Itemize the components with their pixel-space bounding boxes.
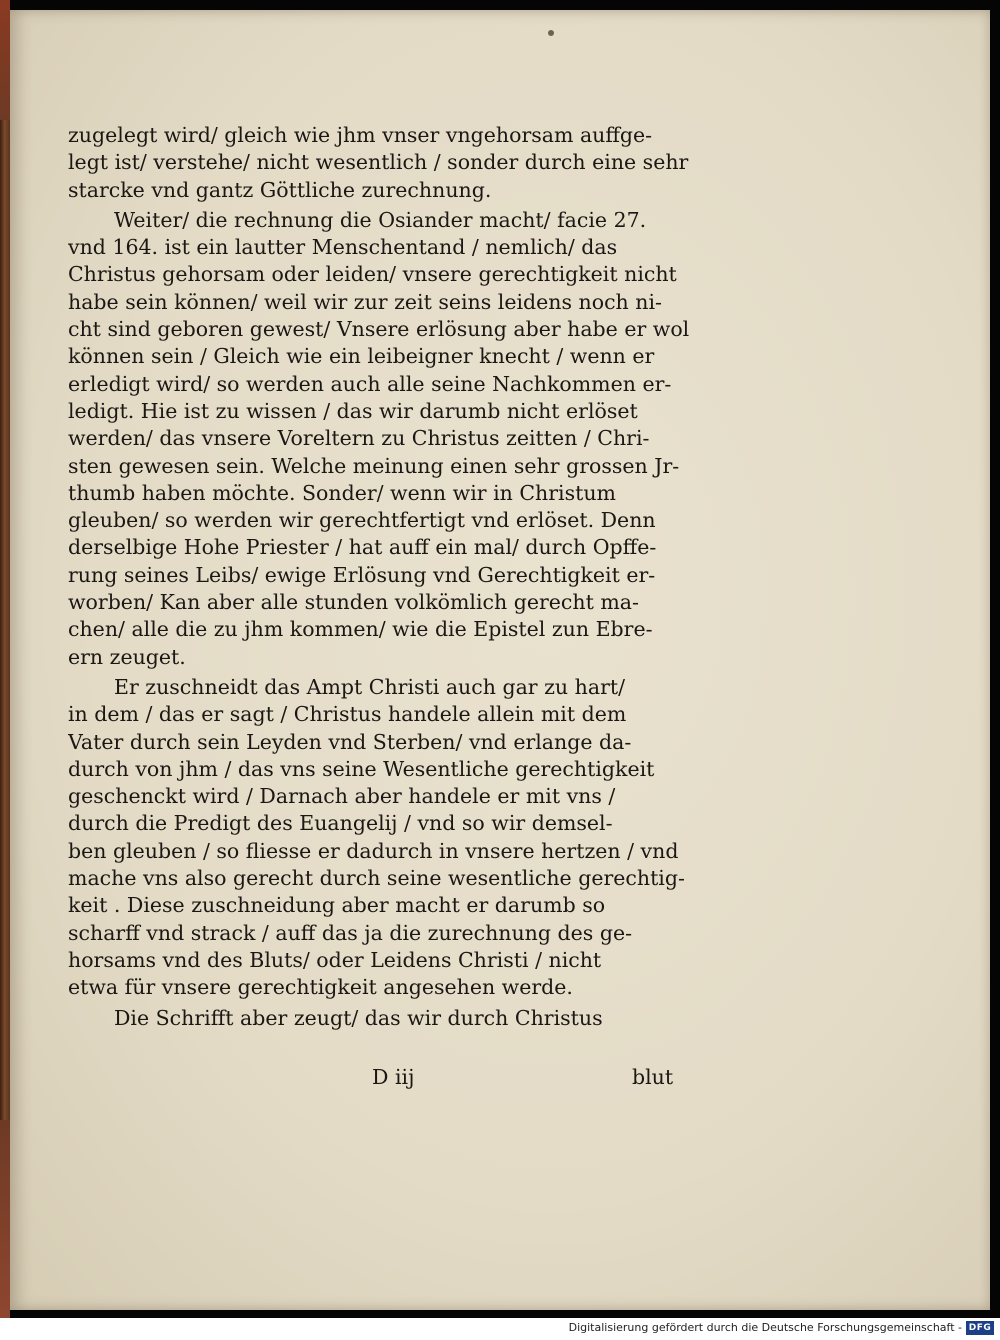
text-line: scharff vnd strack / auff das ja die zurechnung des ge- — [68, 920, 633, 945]
book-page — [10, 10, 990, 1310]
text-line: ledigt. Hie ist zu wissen / das wir darumb nicht erlöset — [68, 398, 638, 423]
text-line: horsams vnd des Bluts/ oder Leidens Christi / nicht — [68, 947, 602, 972]
text-line: derselbige Hohe Priester / hat auff ein mal/ durch Opffe- — [68, 535, 657, 560]
text-line: werden/ das vnsere Voreltern zu Christus zeitten / Chri- — [68, 426, 650, 451]
credit-bar — [0, 1318, 1000, 1340]
spine-bottom-binding — [0, 1120, 10, 1318]
text-line: Die Schrifft aber zeugt/ das wir durch Christus — [114, 1005, 603, 1030]
dfg-logo-icon: DFG — [966, 1321, 994, 1335]
spine-top-binding — [0, 0, 10, 120]
text-line: mache vns also gerecht durch seine wesentliche gerechtig- — [68, 866, 685, 891]
text-line: geschenckt wird / Darnach aber handele er mit vns / — [68, 784, 616, 809]
funding-credit: Digitalisierung gefördert durch die Deutsche Forschungsgemeinschaft - — [568, 1321, 962, 1334]
text-line: Vater durch sein Leyden vnd Sterben/ vnd erlange da- — [68, 729, 632, 754]
text-line: thumb haben möchte. Sonder/ wenn wir in Christum — [68, 480, 616, 505]
page-speck — [548, 30, 554, 36]
text-line: können sein / Gleich wie ein leibeigner knecht / wenn er — [68, 344, 655, 369]
text-line: worben/ Kan aber alle stunden volkömlich gerecht ma- — [68, 590, 639, 615]
text-line: Weiter/ die rechnung die Osiander macht/ facie 27. — [114, 207, 647, 232]
text-line: Christus gehorsam oder leiden/ vnsere gerechtigkeit nicht — [68, 262, 677, 287]
book-spine-edge — [0, 0, 10, 1318]
text-line: gleuben/ so werden wir gerechtfertigt vnd erlöset. Denn — [68, 508, 656, 533]
text-line: durch die Predigt des Euangelij / vnd so wir demsel- — [68, 811, 613, 836]
text-line: ern zeuget. — [68, 644, 186, 669]
text-line: erledigt wird/ so werden auch alle seine Nachkommen er- — [68, 371, 672, 396]
body-text — [68, 122, 704, 1032]
text-line: durch von jhm / das vns seine Wesentliche gerechtigkeit — [68, 756, 655, 781]
signature-mark: D iij — [372, 1065, 415, 1089]
text-line: etwa für vnsere gerechtigkeit angesehen werde. — [68, 975, 573, 1000]
text-line: Er zuschneidt das Ampt Christi auch gar zu hart/ — [114, 674, 626, 699]
text-line: vnd 164. ist ein lautter Menschentand / nemlich/ das — [68, 235, 618, 260]
catchword: blut — [632, 1065, 674, 1089]
text-line: ben gleuben / so fliesse er dadurch in vnsere hertzen / vnd — [68, 838, 679, 863]
text-line: habe sein können/ weil wir zur zeit seins leidens noch ni- — [68, 289, 662, 314]
text-line: rung seines Leibs/ ewige Erlösung vnd Gerechtigkeit er- — [68, 562, 656, 587]
text-line: cht sind geboren gewest/ Vnsere erlösung aber habe er wol — [68, 317, 690, 342]
text-line: legt ist/ verstehe/ nicht wesentlich / sonder durch eine sehr — [68, 150, 689, 175]
text-line: zugelegt wird/ gleich wie jhm vnser vngehorsam auffge- — [68, 123, 653, 147]
text-line: chen/ alle die zu jhm kommen/ wie die Epistel zun Ebre- — [68, 617, 653, 642]
text-line: in dem / das er sagt / Christus handele allein mit dem — [68, 702, 627, 727]
text-line: sten gewesen sein. Welche meinung einen sehr grossen Jr- — [68, 453, 680, 478]
text-line: starcke vnd gantz Göttliche zurechnung. — [68, 177, 492, 202]
text-line: keit . Diese zuschneidung aber macht er darumb so — [68, 893, 606, 918]
